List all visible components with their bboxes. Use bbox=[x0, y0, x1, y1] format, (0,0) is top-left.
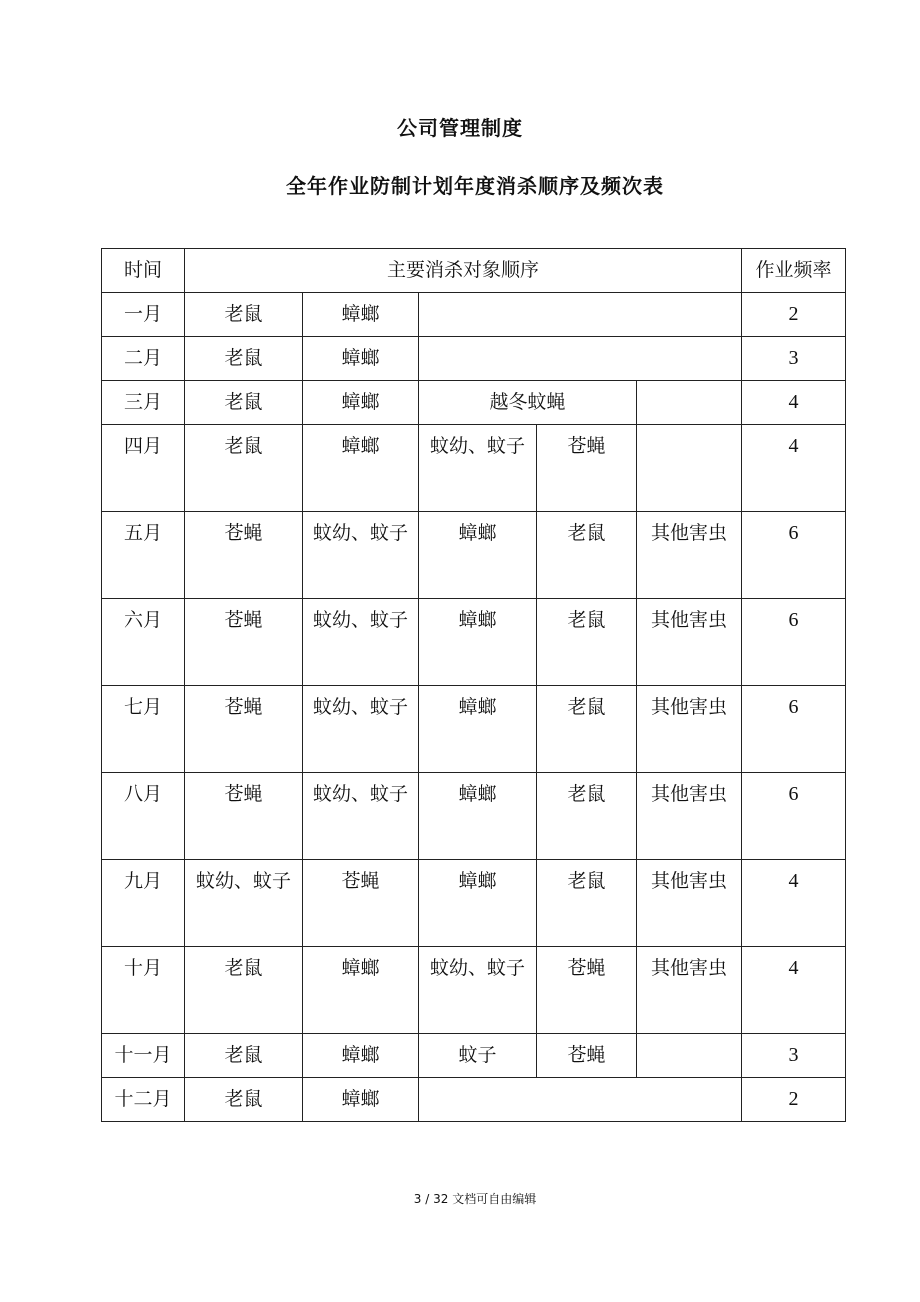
frequency-cell: 4 bbox=[742, 860, 846, 947]
month-cell: 二月 bbox=[102, 337, 185, 381]
target-cell bbox=[185, 860, 303, 947]
target-cell: 老鼠 bbox=[185, 425, 303, 512]
target-cell: 苍蝇 bbox=[185, 599, 303, 686]
month-cell: 一月 bbox=[102, 293, 185, 337]
month-cell: 四月 bbox=[102, 425, 185, 512]
target-cell: 蟑螂 bbox=[303, 1078, 419, 1122]
page-footer: 3 / 32 文档可自由编辑 bbox=[413, 1192, 537, 1206]
table-row bbox=[102, 860, 846, 947]
frequency-cell: 3 bbox=[742, 337, 846, 381]
empty-cell bbox=[419, 337, 742, 381]
empty-cell bbox=[419, 1078, 742, 1122]
header-time: 时间 bbox=[102, 249, 185, 293]
header-row bbox=[102, 249, 846, 293]
target-cell: 老鼠 bbox=[537, 860, 637, 947]
month-cell: 十月 bbox=[102, 947, 185, 1034]
target-cell: 苍蝇 bbox=[303, 860, 419, 947]
target-cell: 老鼠 bbox=[537, 599, 637, 686]
table-row bbox=[102, 512, 846, 599]
month-cell: 三月 bbox=[102, 381, 185, 425]
target-cell: 其他害虫 bbox=[637, 947, 742, 1034]
month-cell: 九月 bbox=[102, 860, 185, 947]
target-cell: 其他害虫 bbox=[637, 773, 742, 860]
target-cell bbox=[637, 425, 742, 512]
target-cell bbox=[419, 425, 537, 512]
target-cell bbox=[303, 773, 419, 860]
frequency-cell: 3 bbox=[742, 1034, 846, 1078]
frequency-cell: 6 bbox=[742, 512, 846, 599]
target-cell: 其他害虫 bbox=[637, 599, 742, 686]
month-cell: 五月 bbox=[102, 512, 185, 599]
target-cell: 蟑螂 bbox=[303, 337, 419, 381]
frequency-cell: 6 bbox=[742, 599, 846, 686]
target-cell bbox=[303, 512, 419, 599]
header-frequency: 作业频率 bbox=[742, 249, 846, 293]
target-cell: 其他害虫 bbox=[637, 686, 742, 773]
target-cell: 老鼠 bbox=[537, 773, 637, 860]
target-cell: 苍蝇 bbox=[537, 425, 637, 512]
frequency-cell: 6 bbox=[742, 773, 846, 860]
target-cell: 苍蝇 bbox=[185, 773, 303, 860]
target-cell: 蟑螂 bbox=[303, 425, 419, 512]
target-text: 蚊幼、蚊子 bbox=[312, 696, 408, 718]
month-cell: 十一月 bbox=[102, 1034, 185, 1078]
target-cell bbox=[637, 1034, 742, 1078]
disinfection-schedule-table bbox=[101, 248, 846, 1122]
table-row bbox=[102, 773, 846, 860]
target-cell: 蟑螂 bbox=[303, 381, 419, 425]
frequency-cell: 4 bbox=[742, 381, 846, 425]
target-text: 蚊幼、蚊子 bbox=[195, 870, 291, 892]
target-cell bbox=[303, 599, 419, 686]
target-cell: 苍蝇 bbox=[537, 947, 637, 1034]
target-cell: 其他害虫 bbox=[637, 860, 742, 947]
target-cell: 苍蝇 bbox=[185, 686, 303, 773]
table-row bbox=[102, 425, 846, 512]
target-text: 蚊幼、蚊子 bbox=[312, 522, 408, 544]
target-cell: 老鼠 bbox=[185, 293, 303, 337]
target-cell: 蟑螂 bbox=[419, 512, 537, 599]
table-row bbox=[102, 337, 846, 381]
target-cell: 苍蝇 bbox=[537, 1034, 637, 1078]
target-cell: 蚊子 bbox=[419, 1034, 537, 1078]
table-title: 全年作业防制计划年度消杀顺序及频次表 bbox=[286, 174, 664, 198]
target-cell bbox=[637, 381, 742, 425]
target-cell: 老鼠 bbox=[537, 686, 637, 773]
target-cell bbox=[419, 947, 537, 1034]
target-cell: 苍蝇 bbox=[185, 512, 303, 599]
frequency-cell: 6 bbox=[742, 686, 846, 773]
month-cell: 六月 bbox=[102, 599, 185, 686]
target-cell: 蟑螂 bbox=[419, 860, 537, 947]
frequency-cell: 2 bbox=[742, 1078, 846, 1122]
table-row bbox=[102, 381, 846, 425]
table-row bbox=[102, 1078, 846, 1122]
table-row bbox=[102, 599, 846, 686]
target-cell: 老鼠 bbox=[185, 1034, 303, 1078]
target-text: 蚊幼、蚊子 bbox=[429, 957, 525, 979]
target-cell: 蟑螂 bbox=[419, 686, 537, 773]
target-cell bbox=[303, 686, 419, 773]
month-cell: 七月 bbox=[102, 686, 185, 773]
frequency-cell: 2 bbox=[742, 293, 846, 337]
target-cell: 蟑螂 bbox=[419, 599, 537, 686]
header-targets: 主要消杀对象顺序 bbox=[185, 249, 742, 293]
target-cell: 蟑螂 bbox=[419, 773, 537, 860]
empty-cell bbox=[419, 293, 742, 337]
document-title: 公司管理制度 bbox=[397, 116, 523, 140]
frequency-cell: 4 bbox=[742, 425, 846, 512]
target-cell: 蟑螂 bbox=[303, 947, 419, 1034]
target-cell: 老鼠 bbox=[185, 337, 303, 381]
target-cell: 蟑螂 bbox=[303, 1034, 419, 1078]
target-cell: 老鼠 bbox=[185, 381, 303, 425]
table-row bbox=[102, 293, 846, 337]
table-row bbox=[102, 1034, 846, 1078]
table-row bbox=[102, 686, 846, 773]
target-cell: 老鼠 bbox=[537, 512, 637, 599]
target-cell: 越冬蚊蝇 bbox=[419, 381, 637, 425]
target-cell: 老鼠 bbox=[185, 1078, 303, 1122]
target-cell: 老鼠 bbox=[185, 947, 303, 1034]
month-cell: 十二月 bbox=[102, 1078, 185, 1122]
frequency-cell: 4 bbox=[742, 947, 846, 1034]
target-cell: 蟑螂 bbox=[303, 293, 419, 337]
target-cell: 其他害虫 bbox=[637, 512, 742, 599]
target-text: 蚊幼、蚊子 bbox=[429, 435, 525, 457]
target-text: 蚊幼、蚊子 bbox=[312, 783, 408, 805]
table-row bbox=[102, 947, 846, 1034]
target-text: 蚊幼、蚊子 bbox=[312, 609, 408, 631]
month-cell: 八月 bbox=[102, 773, 185, 860]
